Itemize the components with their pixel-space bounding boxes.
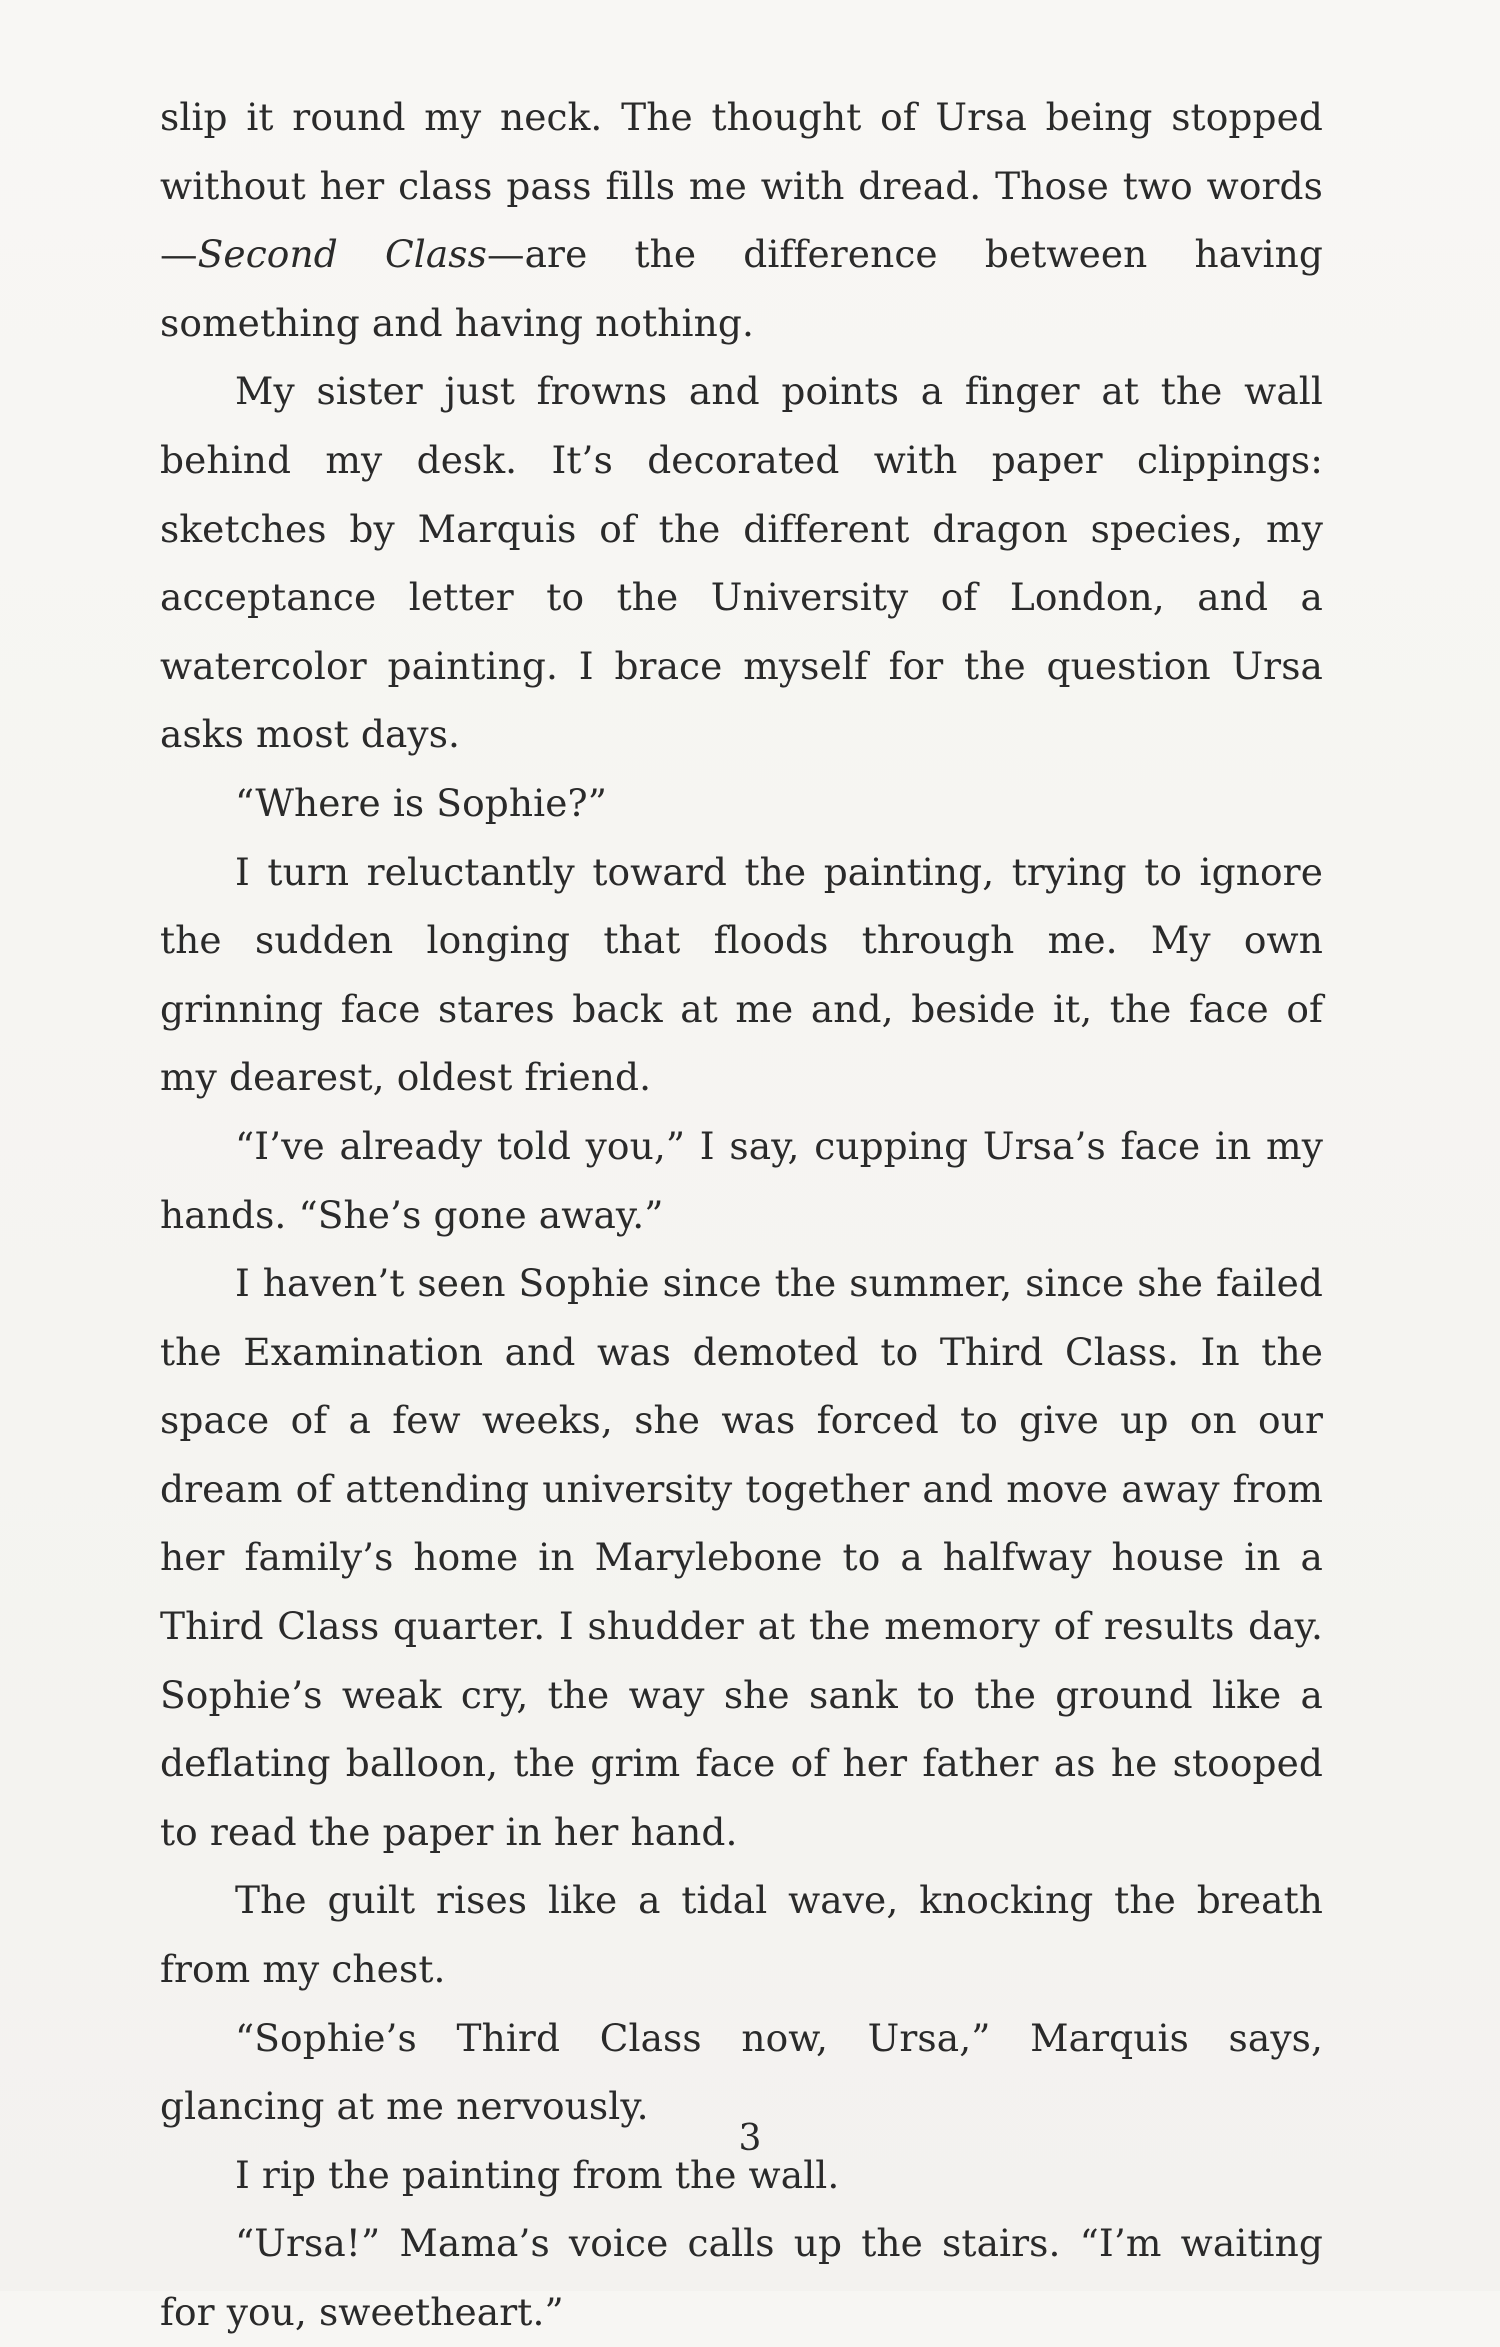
paragraph: [160, 2209, 1323, 2346]
paragraph: [160, 1249, 1323, 1866]
text-run: I turn reluctantly toward the painting, trying to ignore the sudden longing that floods through me. My own grinning face stares back at me and, beside it, the face of my dearest, oldest friend.: [160, 849, 1323, 1100]
paragraph: [160, 1866, 1323, 2003]
text-run: “I’ve already told you,” I say, cupping Ursa’s face in my hands. “She’s gone away.”: [160, 1123, 1323, 1237]
paragraph: [160, 357, 1323, 769]
paragraph: [160, 1112, 1323, 1249]
body-text: [160, 83, 1323, 2347]
italic-text: Second Class: [197, 232, 487, 277]
text-run: —are the difference between having something and having nothing.: [160, 232, 1323, 345]
text-run: My sister just frowns and points a finger at the wall behind my desk. It’s decorated with paper clippings: sketches by Marquis of the different dragon species, my acceptance letter to the University of London, and a watercolor painting. I brace myself for the question Ursa asks most days.: [160, 369, 1323, 757]
page-number: 3: [738, 2118, 762, 2159]
text-run: The guilt rises like a tidal wave, knocking the breath from my chest.: [160, 1878, 1323, 1992]
text-run: slip it round my neck. The thought of Ursa being stopped without her class pass fills me with dread. Those two words—: [160, 95, 1323, 277]
paragraph: [160, 83, 1323, 357]
text-run: “Where is Sophie?”: [235, 780, 607, 825]
text-run: I haven’t seen Sophie since the summer, since she failed the Examination and was demoted to Third Class. In the space of a few weeks, she was forced to give up on our dream of attending university together and move away from her family’s home in Marylebone to a halfway house in a Third Class quarter. I shudder at the memory of results day. Sophie’s weak cry, the way she sank to the ground like a deflating balloon, the grim face of her father as he stooped to read the paper in her hand.: [160, 1261, 1323, 1854]
text-run: “Ursa!” Mama’s voice calls up the stairs. “I’m waiting for you, sweetheart.”: [160, 2221, 1323, 2334]
text-run: I rip the painting from the wall.: [235, 2152, 840, 2197]
text-run: “Sophie’s Third Class now, Ursa,” Marquis says, glancing at me nervously.: [160, 2015, 1323, 2129]
paragraph: [160, 769, 1323, 838]
paragraph: [160, 838, 1323, 1112]
